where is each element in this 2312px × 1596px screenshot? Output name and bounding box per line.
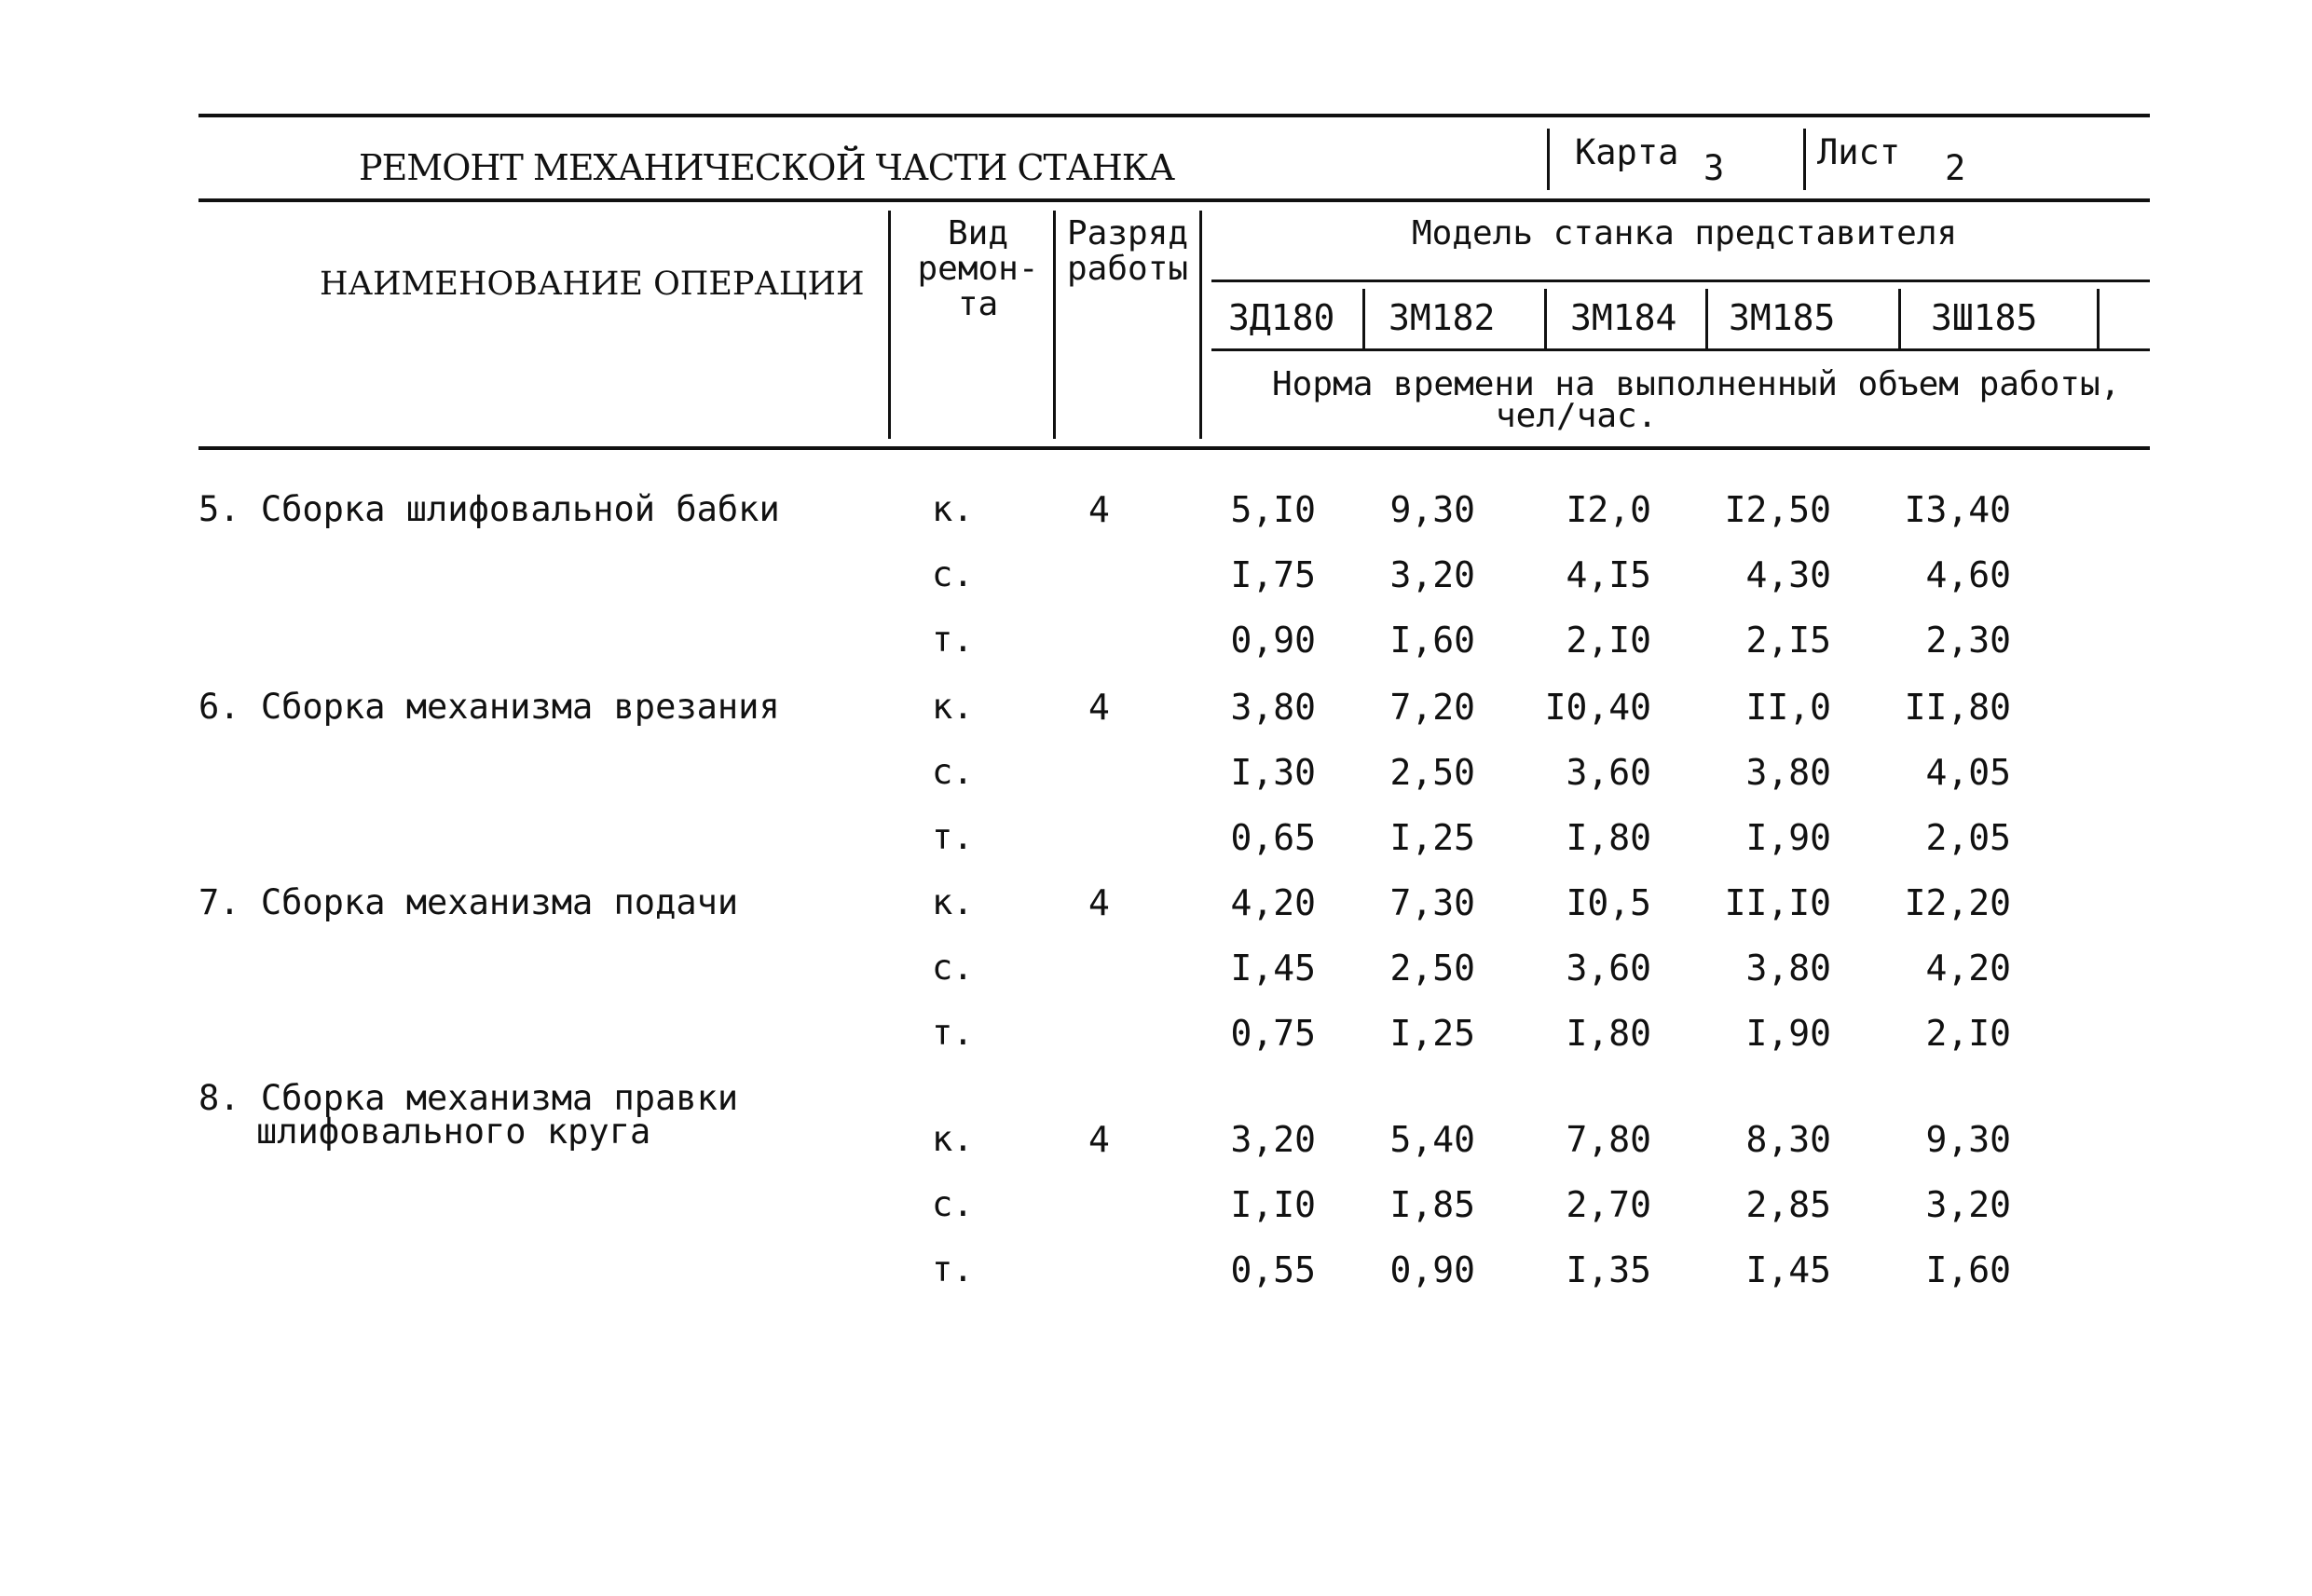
norm-value: 2,I0 xyxy=(1925,1013,2011,1054)
operation-name: 7. Сборка механизма подачи xyxy=(198,882,739,922)
norm-value: 0,75 xyxy=(1230,1013,1316,1054)
norm-value: 5,40 xyxy=(1389,1119,1475,1160)
norm-value: I,90 xyxy=(1745,817,1831,858)
model-3d180: 3Д180 xyxy=(1228,297,1335,338)
column-operation-name: НАИМЕНОВАНИЕ ОПЕРАЦИИ xyxy=(320,266,865,303)
operation-name: 8. Сборка механизма правки xyxy=(198,1078,739,1118)
models-rule xyxy=(1211,348,2150,351)
col-divider-3 xyxy=(1199,211,1202,439)
norm-value: I2,0 xyxy=(1566,489,1651,530)
norm-value: 5,I0 xyxy=(1230,489,1316,530)
norm-value: 2,85 xyxy=(1745,1184,1831,1225)
column-model-group: Модель станка представителя xyxy=(1412,214,1958,252)
norm-value: I0,40 xyxy=(1544,687,1651,728)
norm-value: I,25 xyxy=(1389,817,1475,858)
model-divider-4 xyxy=(1898,289,1901,350)
repair-type-code: с. xyxy=(932,554,974,594)
repair-type-code: с. xyxy=(932,948,974,988)
operation-name: 6. Сборка механизма врезания xyxy=(198,687,780,727)
norm-value: I,80 xyxy=(1566,817,1651,858)
norm-value: 4,I5 xyxy=(1566,554,1651,595)
top-rule xyxy=(198,114,2150,117)
sheet-number: 2 xyxy=(1945,148,1966,188)
norm-value: I,85 xyxy=(1389,1184,1475,1225)
norm-value: 0,55 xyxy=(1230,1249,1316,1290)
repair-type-code: к. xyxy=(932,1119,974,1159)
model-3m184: 3М184 xyxy=(1570,297,1677,338)
model-3sh185: 3Ш185 xyxy=(1931,297,2038,338)
work-grade-value: 4 xyxy=(1088,882,1110,923)
norm-value: I,30 xyxy=(1230,752,1316,793)
page-title: РЕМОНТ МЕХАНИЧЕСКОЙ ЧАСТИ СТАНКА xyxy=(359,147,1174,188)
norm-value: I,90 xyxy=(1745,1013,1831,1054)
norm-value: 0,65 xyxy=(1230,817,1316,858)
col-divider-2 xyxy=(1053,211,1056,439)
norm-value: 9,30 xyxy=(1389,489,1475,530)
header-top-rule xyxy=(198,198,2150,202)
repair-type-line-3: та xyxy=(957,284,999,323)
norm-value: I,35 xyxy=(1566,1249,1651,1290)
norm-value: 2,50 xyxy=(1389,948,1475,989)
norm-value: I,80 xyxy=(1566,1013,1651,1054)
norm-value: I,60 xyxy=(1925,1249,2011,1290)
repair-type-code: к. xyxy=(932,489,974,529)
card-number: 3 xyxy=(1703,148,1725,188)
sheet-divider xyxy=(1803,129,1806,190)
model-divider-1 xyxy=(1362,289,1365,350)
norm-value: I0,5 xyxy=(1566,882,1651,923)
norm-value: II,I0 xyxy=(1724,882,1831,923)
norm-value: II,0 xyxy=(1745,687,1831,728)
repair-type-code: к. xyxy=(932,687,974,727)
model-divider-5 xyxy=(2097,289,2100,350)
card-label: Карта xyxy=(1575,132,1679,172)
norm-value: I,60 xyxy=(1389,620,1475,661)
repair-type-code: т. xyxy=(932,620,974,660)
norm-value: 2,70 xyxy=(1566,1184,1651,1225)
repair-type-code: с. xyxy=(932,752,974,792)
norm-value: I,25 xyxy=(1389,1013,1475,1054)
work-grade-value: 4 xyxy=(1088,489,1110,530)
norm-value: I2,50 xyxy=(1724,489,1831,530)
work-grade-value: 4 xyxy=(1088,687,1110,728)
norm-value: I,I0 xyxy=(1230,1184,1316,1225)
norm-value: I2,20 xyxy=(1904,882,2011,923)
col-divider-1 xyxy=(888,211,891,439)
norm-value: 7,80 xyxy=(1566,1119,1651,1160)
norm-value: 2,I0 xyxy=(1566,620,1651,661)
model-3m185: 3М185 xyxy=(1729,297,1836,338)
norm-value: 7,20 xyxy=(1389,687,1475,728)
operation-name: 5. Сборка шлифовальной бабки xyxy=(198,489,780,529)
norm-value: 2,50 xyxy=(1389,752,1475,793)
norm-value: 3,60 xyxy=(1566,752,1651,793)
norm-value: 3,60 xyxy=(1566,948,1651,989)
repair-type-code: к. xyxy=(932,882,974,922)
norm-value: I3,40 xyxy=(1904,489,2011,530)
model-divider-2 xyxy=(1544,289,1547,350)
norm-value: I,45 xyxy=(1230,948,1316,989)
repair-type-code: с. xyxy=(932,1184,974,1224)
repair-type-code: т. xyxy=(932,1249,974,1289)
norm-value: 0,90 xyxy=(1230,620,1316,661)
norm-value: 0,90 xyxy=(1389,1249,1475,1290)
column-repair-type xyxy=(896,216,1060,321)
card-divider xyxy=(1547,129,1550,190)
norm-value: 3,80 xyxy=(1745,752,1831,793)
norm-value: 4,20 xyxy=(1230,882,1316,923)
norm-value: 9,30 xyxy=(1925,1119,2011,1160)
norm-value: 4,60 xyxy=(1925,554,2011,595)
norm-value: II,80 xyxy=(1904,687,2011,728)
work-grade-line-1: Разряд xyxy=(1067,214,1189,252)
norm-value: 8,30 xyxy=(1745,1119,1831,1160)
sheet-label: Лист xyxy=(1817,132,1901,172)
repair-type-line-2: ремон- xyxy=(917,249,1039,288)
repair-type-line-1: Вид xyxy=(947,214,1009,252)
repair-type-code: т. xyxy=(932,817,974,857)
norm-caption-line-1: Норма времени на выполненный объем работы, xyxy=(1272,365,2121,403)
norm-value: 3,20 xyxy=(1230,1119,1316,1160)
norm-caption-line-2: чел/час. xyxy=(1496,397,1658,435)
norm-value: 3,20 xyxy=(1389,554,1475,595)
model-divider-3 xyxy=(1705,289,1708,350)
norm-value: I,45 xyxy=(1745,1249,1831,1290)
norm-value: 3,20 xyxy=(1925,1184,2011,1225)
header-bottom-rule xyxy=(198,446,2150,450)
norm-value: 4,30 xyxy=(1745,554,1831,595)
norm-value: 4,20 xyxy=(1925,948,2011,989)
norm-value: 2,I5 xyxy=(1745,620,1831,661)
model-group-rule xyxy=(1211,280,2150,282)
work-grade-line-2: работы xyxy=(1067,249,1189,288)
repair-type-code: т. xyxy=(932,1013,974,1053)
norm-value: 4,05 xyxy=(1925,752,2011,793)
norm-value: 7,30 xyxy=(1389,882,1475,923)
column-work-grade xyxy=(1067,216,1188,287)
model-3m182: 3М182 xyxy=(1389,297,1496,338)
norm-value: 2,30 xyxy=(1925,620,2011,661)
norm-value: I,75 xyxy=(1230,554,1316,595)
norm-value: 3,80 xyxy=(1745,948,1831,989)
norm-value: 2,05 xyxy=(1925,817,2011,858)
work-grade-value: 4 xyxy=(1088,1119,1110,1160)
operation-name: шлифовального круга xyxy=(256,1112,651,1152)
norm-value: 3,80 xyxy=(1230,687,1316,728)
